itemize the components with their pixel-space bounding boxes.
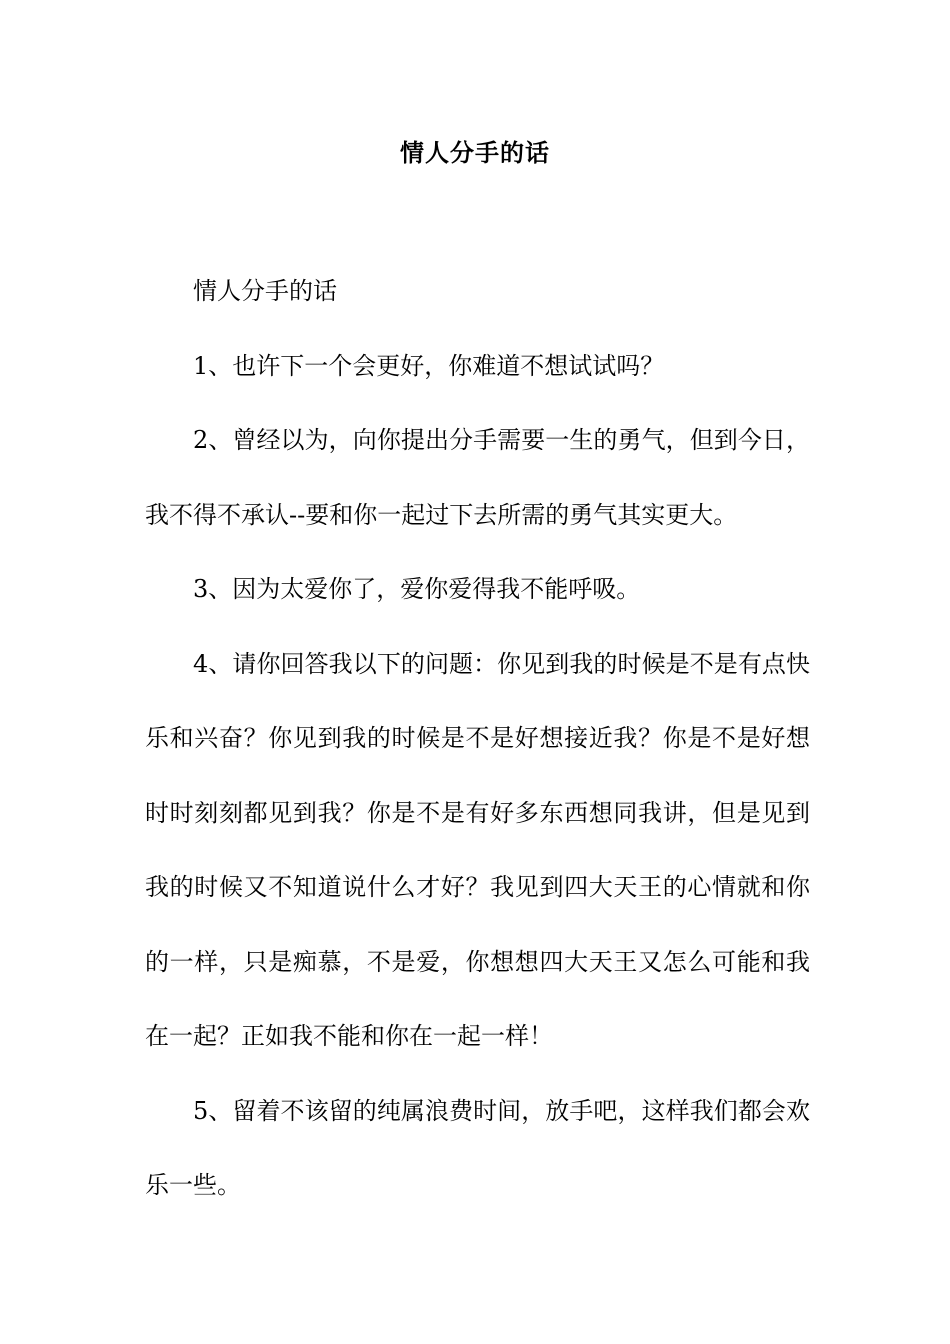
document-title: 情人分手的话 xyxy=(400,138,550,167)
paragraph-5: 5、留着不该留的纯属浪费时间，放手吧，这样我们都会欢乐一些。 xyxy=(145,1096,810,1199)
document-body xyxy=(145,254,810,1223)
paragraph-1: 1、也许下一个会更好，你难道不想试试吗？ xyxy=(193,351,665,380)
paragraph-subtitle: 情人分手的话 xyxy=(193,277,337,305)
paragraph-2: 2、曾经以为，向你提出分手需要一生的勇气，但到今日，我不得不承认--要和你一起过下去所需的勇气其实更大。 xyxy=(145,426,810,529)
paragraph-3: 3、因为太爱你了，爱你爱得我不能呼吸。 xyxy=(193,575,641,603)
paragraph-4: 4、请你回答我以下的问题：你见到我的时候是不是有点快乐和兴奋？你见到我的时候是不是好想接近我？你是不是好想时时刻刻都见到我？你是不是有好多东西想同我讲，但是见到我的时候又不知道说什么才好？我见到四大天王的心情就和你的一样，只是痴慕，不是爱，你想想四大天王又怎么可能和我在一起？正如我不能和你在一起一样！ xyxy=(145,649,810,1050)
